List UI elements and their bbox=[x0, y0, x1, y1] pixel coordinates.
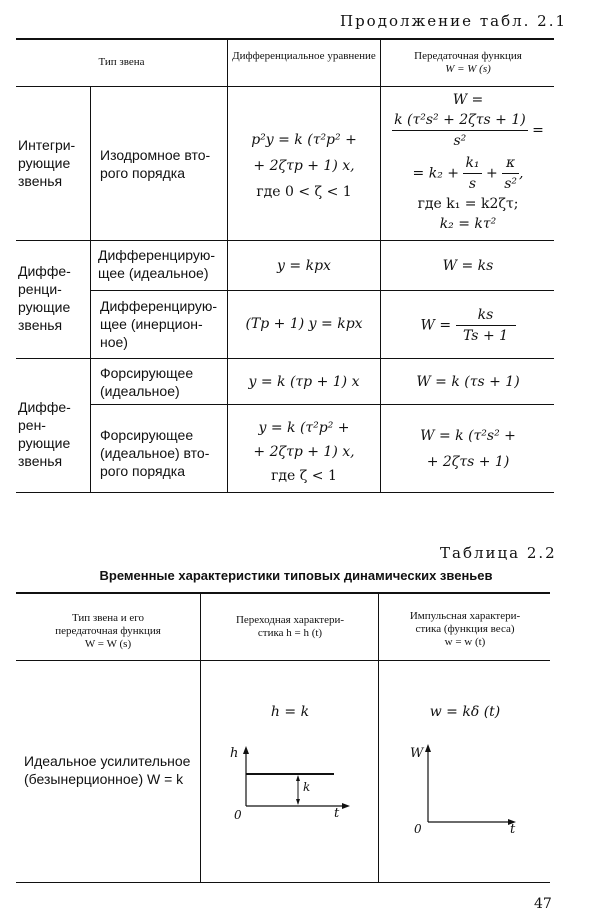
equation-diff-ideal: y = kpx bbox=[277, 258, 331, 274]
h-y-label: h bbox=[230, 746, 239, 761]
group-label-differentiating: Диффе- ренци- рующие звенья bbox=[18, 263, 71, 333]
t2-header-type: Тип звена и его передаточная функция W = W (s) bbox=[55, 612, 161, 650]
equation-isodromic: p²y = k (τ²p² + + 2ζτp + 1) x, где 0 < ζ < 1 bbox=[251, 132, 357, 200]
tf-forcing-ideal: W = k (τs + 1) bbox=[416, 374, 520, 390]
t2-header-impulse: Импульсная характери- стика (функция веса) w = w (t) bbox=[409, 610, 521, 648]
equation-diff-inertial: (Tp + 1) y = kpx bbox=[245, 316, 363, 332]
subtype-forcing-2nd: Форсирующее (идеальное) вто- рого порядка bbox=[100, 427, 210, 479]
h-level-label: k bbox=[303, 780, 311, 794]
h-x-label: t bbox=[334, 806, 340, 821]
header-diff-equation: Дифференциальное уравнение bbox=[232, 50, 376, 62]
table-2-2-title: Временные характеристики типовых динамических звеньев bbox=[99, 568, 493, 583]
equation-forcing-2nd: y = k (τ²p² + + 2ζτp + 1) x, где ζ < 1 bbox=[253, 420, 355, 484]
w-y-label: W bbox=[410, 746, 424, 761]
tf-isodromic: W = $\frac{\text{k (τ²s² + 2ζτs + 1)}}{\text{s²}}$ = = k₂ + $\frac{\text{k₁}}{s}$ + $\frac{\kappa}{\text{s²}}$ , где k₁ = k2ζτ; k₂ = kτ² bbox=[394, 92, 544, 232]
t2-row-type: Идеальное усилительное (безынерционное) W = k bbox=[24, 753, 191, 787]
table-2-2-caption: Таблица 2.2 bbox=[440, 544, 557, 562]
t2-h-formula: h = k bbox=[270, 704, 310, 720]
subtype-forcing-ideal: Форсирующее (идеальное) bbox=[100, 365, 194, 399]
continuation-caption: Продолжение табл. 2.1 bbox=[340, 12, 568, 30]
h-origin-label: 0 bbox=[234, 808, 242, 822]
tf-diff-ideal: W = ks bbox=[442, 258, 494, 274]
group-label-forcing: Диффе- рен- рующие звенья bbox=[18, 399, 71, 469]
w-x-label: t bbox=[510, 822, 516, 837]
header-transfer-function: Передаточная функция W = W (s) bbox=[414, 50, 522, 75]
subtype-diff-ideal: Дифференцирую- щее (идеальное) bbox=[98, 247, 216, 281]
header-link-type: Тип звена bbox=[98, 56, 145, 68]
t2-w-formula: w = kδ (t) bbox=[429, 704, 501, 720]
group-label-integrating: Интегри- рующие звенья bbox=[18, 137, 76, 189]
page-number: 47 bbox=[534, 896, 552, 912]
w-origin-label: 0 bbox=[414, 822, 422, 836]
t2-header-step: Переходная характери- стика h = h (t) bbox=[235, 614, 345, 639]
impulse-response-plot bbox=[418, 740, 538, 830]
tf-diff-inertial: W = $\frac{ks}{Ts + 1}$ bbox=[382, 305, 554, 346]
subtype-diff-inertial: Дифференцирую- щее (инерцион- ное) bbox=[100, 298, 218, 350]
tf-forcing-2nd: W = k (τ²s² + + 2ζτs + 1) bbox=[420, 428, 516, 470]
equation-forcing-ideal: y = k (τp + 1) x bbox=[248, 374, 360, 390]
subtype-isodromic-2nd: Изодромное вто- рого порядка bbox=[100, 147, 211, 181]
